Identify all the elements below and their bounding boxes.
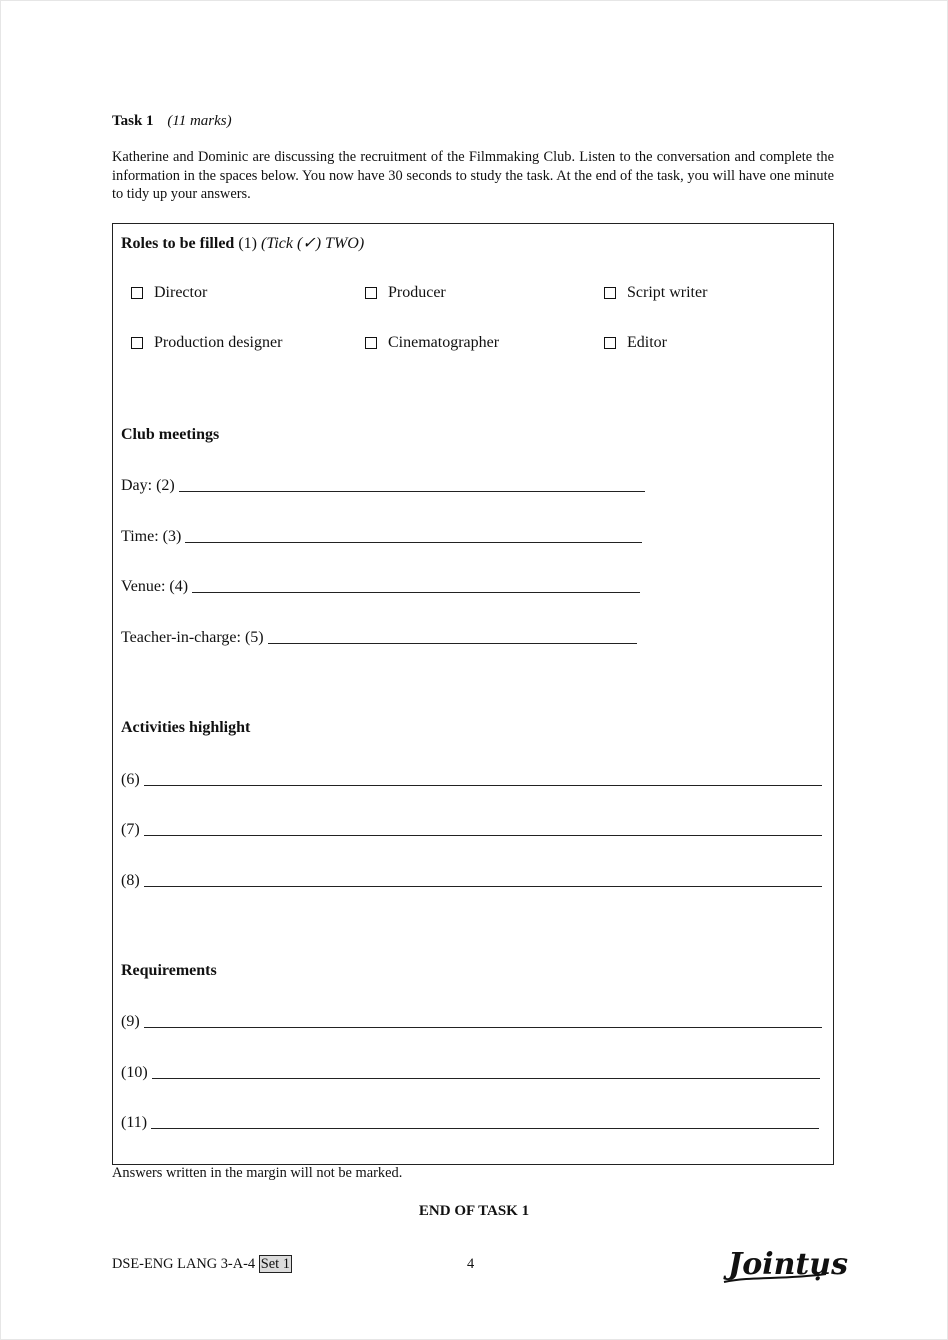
role-option-editor[interactable]: Editor xyxy=(604,334,667,352)
logo-wordmark: Jointụs xyxy=(728,1247,848,1282)
answer-field-6[interactable]: (6) xyxy=(121,771,822,789)
jointus-logo xyxy=(722,1236,848,1296)
checkbox-icon[interactable] xyxy=(604,337,616,349)
role-option-production-designer[interactable]: Production designer xyxy=(131,334,282,352)
answer-field-day[interactable]: Day: (2) xyxy=(121,477,645,495)
task-heading xyxy=(112,113,232,130)
answer-line[interactable] xyxy=(144,784,822,786)
answer-line[interactable] xyxy=(144,1026,822,1028)
task-title: Task 1 xyxy=(112,113,154,129)
answer-field-teacher-in-charge[interactable]: Teacher-in-charge: (5) xyxy=(121,629,637,647)
role-option-producer[interactable]: Producer xyxy=(365,284,446,302)
paper-code: DSE-ENG LANG 3-A-4 Set 1 xyxy=(112,1256,290,1272)
task-marks: (11 marks) xyxy=(167,113,232,129)
answer-line[interactable] xyxy=(268,642,637,644)
answer-line[interactable] xyxy=(144,885,822,887)
answer-field-10[interactable]: (10) xyxy=(121,1064,820,1082)
margin-note: Answers written in the margin will not be marked. xyxy=(112,1165,403,1181)
checkbox-icon[interactable] xyxy=(365,287,377,299)
answer-field-8[interactable]: (8) xyxy=(121,872,822,890)
answer-field-7[interactable]: (7) xyxy=(121,821,822,839)
answer-line[interactable] xyxy=(179,490,645,492)
activities-heading: Activities highlight xyxy=(121,719,251,736)
set-label: Set 1 xyxy=(260,1256,290,1272)
checkbox-icon[interactable] xyxy=(604,287,616,299)
task-instructions: Katherine and Dominic are discussing the recruitment of the Filmmaking Club. Listen to the conversation and complete the information in the spaces below. You now have 30 seconds to study the task. At the end of the task, you will have one minute to tidy up your answers. xyxy=(112,149,834,202)
roles-instruction: (Tick (✓) TWO) xyxy=(260,235,365,252)
roles-question-number: (1) xyxy=(238,235,257,252)
checkbox-icon[interactable] xyxy=(131,287,143,299)
meetings-heading: Club meetings xyxy=(121,426,220,443)
answer-line[interactable] xyxy=(192,591,640,593)
answer-line[interactable] xyxy=(185,541,642,543)
roles-heading: Roles to be filled (1) (Tick (✓) TWO) xyxy=(121,235,365,252)
page-number: 4 xyxy=(467,1256,475,1272)
answer-field-9[interactable]: (9) xyxy=(121,1013,822,1031)
end-of-task-label: END OF TASK 1 xyxy=(418,1203,530,1219)
answer-line[interactable] xyxy=(152,1077,820,1079)
checkbox-icon[interactable] xyxy=(131,337,143,349)
answer-field-time[interactable]: Time: (3) xyxy=(121,528,642,546)
role-option-script-writer[interactable]: Script writer xyxy=(604,284,707,302)
answer-field-11[interactable]: (11) xyxy=(121,1114,819,1132)
requirements-heading: Requirements xyxy=(121,962,217,979)
answer-field-venue[interactable]: Venue: (4) xyxy=(121,578,640,596)
answer-line[interactable] xyxy=(151,1127,819,1129)
checkbox-icon[interactable] xyxy=(365,337,377,349)
role-option-cinematographer[interactable]: Cinematographer xyxy=(365,334,499,352)
answer-line[interactable] xyxy=(144,834,822,836)
role-option-director[interactable]: Director xyxy=(131,284,207,302)
